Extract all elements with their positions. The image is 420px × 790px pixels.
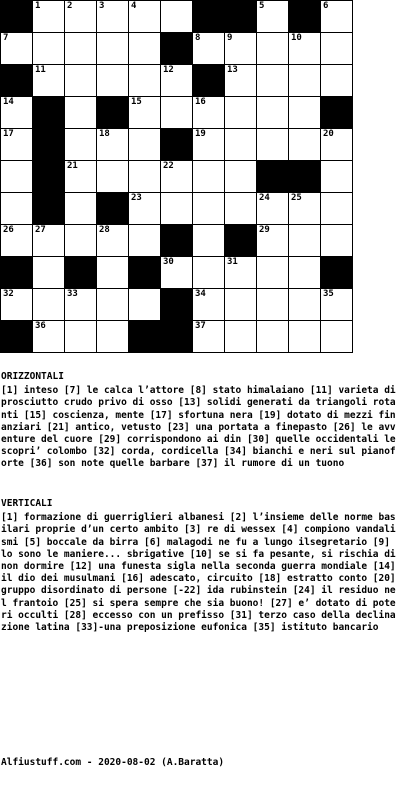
grid-cell[interactable] xyxy=(225,193,257,225)
grid-cell[interactable] xyxy=(129,193,161,225)
grid-cell[interactable] xyxy=(321,1,353,33)
clue-number: 30 xyxy=(163,257,174,267)
grid-cell[interactable] xyxy=(257,97,289,129)
grid-cell[interactable] xyxy=(225,161,257,193)
grid-cell[interactable] xyxy=(225,289,257,321)
clue-number: 31 xyxy=(227,257,238,267)
clue-number: 14 xyxy=(3,97,14,107)
clue-number: 16 xyxy=(195,97,206,107)
grid-cell[interactable] xyxy=(33,257,65,289)
grid-cell[interactable] xyxy=(161,161,193,193)
grid-cell[interactable] xyxy=(129,97,161,129)
grid-cell[interactable] xyxy=(33,65,65,97)
black-cell xyxy=(1,257,33,289)
black-cell xyxy=(161,33,193,65)
clue-number: 28 xyxy=(99,225,110,235)
grid-cell[interactable] xyxy=(97,33,129,65)
grid-cell[interactable] xyxy=(193,193,225,225)
black-cell xyxy=(161,129,193,161)
grid-cell[interactable] xyxy=(129,33,161,65)
clue-number: 22 xyxy=(163,161,174,171)
black-cell xyxy=(97,193,129,225)
grid-cell[interactable] xyxy=(1,97,33,129)
grid-cell[interactable] xyxy=(97,65,129,97)
grid-cell[interactable] xyxy=(33,289,65,321)
down-heading: VERTICALI xyxy=(1,498,53,509)
grid-cell[interactable] xyxy=(321,65,353,97)
clue-number: 17 xyxy=(3,129,14,139)
grid-cell[interactable] xyxy=(257,65,289,97)
grid-cell[interactable] xyxy=(33,225,65,257)
black-cell xyxy=(225,225,257,257)
grid-cell[interactable] xyxy=(193,289,225,321)
black-cell xyxy=(129,257,161,289)
grid-cell[interactable] xyxy=(257,257,289,289)
clue-number: 4 xyxy=(131,1,137,11)
black-cell xyxy=(129,321,161,353)
grid-cell[interactable] xyxy=(193,129,225,161)
grid-cell[interactable] xyxy=(193,97,225,129)
grid-cell[interactable] xyxy=(225,97,257,129)
grid-cell[interactable] xyxy=(321,289,353,321)
black-cell xyxy=(65,257,97,289)
grid-cell[interactable] xyxy=(289,129,321,161)
grid-cell[interactable] xyxy=(97,129,129,161)
black-cell xyxy=(1,1,33,33)
crossword-grid xyxy=(0,0,353,353)
clue-number: 19 xyxy=(195,129,206,139)
black-cell xyxy=(33,161,65,193)
grid-cell[interactable] xyxy=(129,225,161,257)
grid-cell[interactable] xyxy=(193,225,225,257)
grid-cell[interactable] xyxy=(289,257,321,289)
black-cell xyxy=(161,321,193,353)
clue-number: 2 xyxy=(67,1,73,11)
grid-cell[interactable] xyxy=(193,33,225,65)
grid-cell[interactable] xyxy=(97,1,129,33)
grid-cell[interactable] xyxy=(321,321,353,353)
grid-cell[interactable] xyxy=(65,321,97,353)
grid-cell[interactable] xyxy=(257,193,289,225)
grid-cell[interactable] xyxy=(289,65,321,97)
across-clues xyxy=(1,371,401,471)
grid-cell[interactable] xyxy=(33,1,65,33)
grid-cell[interactable] xyxy=(321,225,353,257)
grid-cell[interactable] xyxy=(257,33,289,65)
grid-cell[interactable] xyxy=(65,193,97,225)
grid-cell[interactable] xyxy=(257,289,289,321)
grid-cell[interactable] xyxy=(97,161,129,193)
black-cell xyxy=(193,65,225,97)
grid-cell[interactable] xyxy=(1,161,33,193)
grid-cell[interactable] xyxy=(1,225,33,257)
grid-cell[interactable] xyxy=(65,129,97,161)
black-cell xyxy=(321,257,353,289)
grid-cell[interactable] xyxy=(65,161,97,193)
clue-number: 10 xyxy=(291,33,302,43)
black-cell xyxy=(33,97,65,129)
grid-cell[interactable] xyxy=(321,161,353,193)
grid-cell[interactable] xyxy=(161,97,193,129)
grid-cell[interactable] xyxy=(97,289,129,321)
grid-cell[interactable] xyxy=(289,225,321,257)
grid-cell[interactable] xyxy=(129,161,161,193)
clue-number: 33 xyxy=(67,289,78,299)
grid-cell[interactable] xyxy=(129,1,161,33)
grid-cell[interactable] xyxy=(289,97,321,129)
grid-cell[interactable] xyxy=(225,129,257,161)
grid-cell[interactable] xyxy=(321,33,353,65)
clue-number: 20 xyxy=(323,129,334,139)
grid-cell[interactable] xyxy=(129,65,161,97)
grid-cell[interactable] xyxy=(97,225,129,257)
clue-number: 23 xyxy=(131,193,142,203)
black-cell xyxy=(97,97,129,129)
grid-cell[interactable] xyxy=(193,321,225,353)
grid-cell[interactable] xyxy=(65,1,97,33)
clue-number: 29 xyxy=(259,225,270,235)
grid-cell[interactable] xyxy=(65,225,97,257)
grid-cell[interactable] xyxy=(161,193,193,225)
black-cell xyxy=(161,289,193,321)
clue-number: 24 xyxy=(259,193,270,203)
grid-cell[interactable] xyxy=(193,257,225,289)
clue-number: 18 xyxy=(99,129,110,139)
grid-cell[interactable] xyxy=(289,321,321,353)
grid-cell[interactable] xyxy=(161,1,193,33)
grid-cell[interactable] xyxy=(257,321,289,353)
clue-number: 21 xyxy=(67,161,78,171)
grid-cell[interactable] xyxy=(257,129,289,161)
grid-cell[interactable] xyxy=(65,65,97,97)
grid-cell[interactable] xyxy=(65,33,97,65)
grid-cell[interactable] xyxy=(1,193,33,225)
clue-number: 9 xyxy=(227,33,233,43)
grid-cell[interactable] xyxy=(1,289,33,321)
clue-number: 11 xyxy=(35,65,46,75)
clue-number: 6 xyxy=(323,1,329,11)
black-cell xyxy=(257,161,289,193)
grid-cell[interactable] xyxy=(257,1,289,33)
clue-number: 1 xyxy=(35,1,41,11)
down-clues xyxy=(1,498,401,634)
across-clue-text: [1] inteso [7] le calca l’attore [8] stato himalaiano [11] varieta di prosciutto crudo privo di osso [13] solidi generati da triangoli rotanti [15] coscienza, mente [17] sfortuna nera [19] dotato di mezzi finanziari [21] antico, vetusto [23] una portata a finepasto [26] le avventure del cuore [29] corrispondono ai din [30] quelle occidentali le scopri’ colombo [32] corda, cordicella [34] bianchi e neri sul pianoforte [36] son note quelle barbare [37] il rumore di un tuono xyxy=(1,385,396,470)
footer-credit: Alfiustuff.com - 2020-08-02 (A.Baratta) xyxy=(1,757,225,768)
grid-cell[interactable] xyxy=(97,257,129,289)
clue-number: 36 xyxy=(35,321,46,331)
grid-cell[interactable] xyxy=(65,289,97,321)
grid-cell[interactable] xyxy=(33,321,65,353)
grid-cell[interactable] xyxy=(321,129,353,161)
clue-number: 5 xyxy=(259,1,265,11)
clue-number: 27 xyxy=(35,225,46,235)
black-cell xyxy=(33,129,65,161)
grid-cell[interactable] xyxy=(225,321,257,353)
clue-number: 15 xyxy=(131,97,142,107)
grid-cell[interactable] xyxy=(225,65,257,97)
clue-number: 8 xyxy=(195,33,201,43)
grid-cell[interactable] xyxy=(129,129,161,161)
grid-cell[interactable] xyxy=(65,97,97,129)
grid-cell[interactable] xyxy=(161,65,193,97)
grid-cell[interactable] xyxy=(193,161,225,193)
grid-cell[interactable] xyxy=(321,193,353,225)
grid-cell[interactable] xyxy=(225,257,257,289)
black-cell xyxy=(1,65,33,97)
clue-number: 37 xyxy=(195,321,206,331)
grid-cell[interactable] xyxy=(161,257,193,289)
grid-cell[interactable] xyxy=(225,33,257,65)
black-cell xyxy=(225,1,257,33)
black-cell xyxy=(193,1,225,33)
grid-cell[interactable] xyxy=(1,129,33,161)
clue-number: 13 xyxy=(227,65,238,75)
black-cell xyxy=(289,1,321,33)
clue-number: 7 xyxy=(3,33,9,43)
black-cell xyxy=(33,193,65,225)
across-heading: ORIZZONTALI xyxy=(1,371,64,382)
clue-number: 32 xyxy=(3,289,14,299)
grid-cell[interactable] xyxy=(129,289,161,321)
grid-cell[interactable] xyxy=(33,33,65,65)
grid-cell[interactable] xyxy=(97,321,129,353)
grid-cell[interactable] xyxy=(1,33,33,65)
clue-number: 34 xyxy=(195,289,206,299)
black-cell xyxy=(1,321,33,353)
black-cell xyxy=(289,161,321,193)
grid-cell[interactable] xyxy=(289,33,321,65)
clue-number: 26 xyxy=(3,225,14,235)
clue-number: 35 xyxy=(323,289,334,299)
clue-number: 25 xyxy=(291,193,302,203)
clue-number: 12 xyxy=(163,65,174,75)
black-cell xyxy=(161,225,193,257)
grid-cell[interactable] xyxy=(257,225,289,257)
down-clue-text: [1] formazione di guerriglieri albanesi [2] l’insieme delle norme basilari proprie d’un certo ambito [3] re di wessex [4] compiono vandalismi [5] boccale da birra [6] malagodi ne fu a lungo ilsegretario [9] lo sono le maniere... sbrigative [10] se si fa pesante, si rischia di non dormire [12] una funesta sigla nella seconda guerra mondiale [14] il dio dei musulmani [16] adescato, circuito [18] estratto conto [20] gruppo disordinato di persone [-22] ida rubinstein [24] il residuo nel frantoio [25] si spera sempre che sia buono! [27] e’ dotato di poteri occulti [28] eccesso con un prefisso [31] terzo caso della declinazione latina [33]-una preposizione eufonica [35] istituto bancario xyxy=(1,512,396,634)
clue-number: 3 xyxy=(99,1,105,11)
black-cell xyxy=(321,97,353,129)
grid-cell[interactable] xyxy=(289,289,321,321)
grid-cell[interactable] xyxy=(289,193,321,225)
